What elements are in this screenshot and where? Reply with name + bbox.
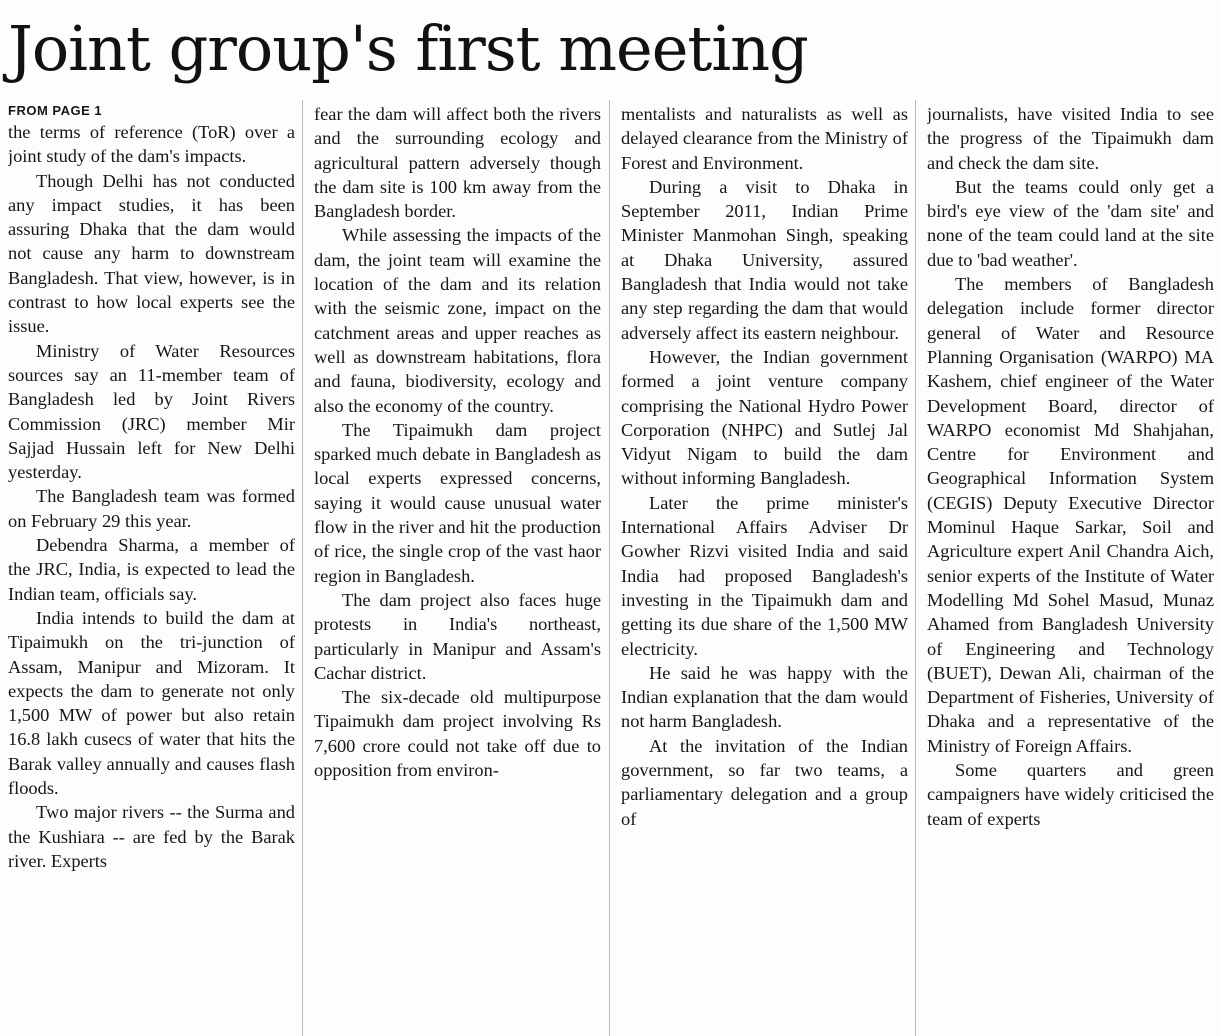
paragraph: But the teams could only get a bird's eye view of the 'dam site' and none of the team could land at the site due to 'bad weather'. [927, 176, 1214, 270]
article-column-2 [314, 102, 601, 1036]
paragraph: The Tipaimukh dam project sparked much debate in Bangladesh as local experts expressed concerns, saying it would cause unusual water flow in the river and hit the production of rice, the single crop of the vast haor region in Bangladesh. [314, 419, 601, 586]
article-column-4 [927, 102, 1214, 1036]
paragraph: He said he was happy with the Indian explanation that the dam would not harm Bangladesh. [621, 662, 908, 732]
paragraph: Ministry of Water Resources sources say an 11-member team of Bangladesh led by Joint Rivers Commission (JRC) member Mir Sajjad Hussain left for New Delhi yesterday. [8, 340, 295, 483]
paragraph: The dam project also faces huge protests in India's northeast, particularly in Manipur and Assam's Cachar district. [314, 589, 601, 683]
paragraph: Though Delhi has not conducted any impact studies, it has been assuring Dhaka that the dam would not cause any harm to downstream Bangladesh. That view, however, is in contrast to how local experts see the issue. [8, 170, 295, 337]
paragraph: The Bangladesh team was formed on February 29 this year. [8, 486, 295, 531]
paragraph: mentalists and naturalists as well as delayed clearance from the Ministry of Forest and Environment. [621, 104, 908, 173]
kicker: FROM PAGE 1 [8, 103, 103, 118]
paragraph: The six-decade old multipurpose Tipaimukh dam project involving Rs 7,600 crore could not take off due to opposition from environ- [314, 687, 601, 781]
paragraph: The members of Bangladesh delegation include former director general of Water and Resource Planning Organisation (WARPO) MA Kashem, chief engineer of the Water Development Board, director of WARPO economist Md Shahjahan, Centre for Environment and Geographical Information System (CEGIS) Deputy Executive Director Mominul Haque Sarkar, Soil and Agriculture expert Anil Chandra Aich, senior experts of the Institute of Water Modelling Md Sohel Masud, Munaz Ahamed from Bangladesh University of Engineering and Technology (BUET), Dewan Ali, chairman of the Department of Fisheries, University of Dhaka and a representative of the Ministry of Foreign Affairs. [927, 274, 1214, 756]
paragraph: Two major rivers -- the Surma and the Kushiara -- are fed by the Barak river. Experts [8, 802, 295, 871]
paragraph: Later the prime minister's International Affairs Adviser Dr Gowher Rizvi visited India and said India had proposed Bangladesh's investing in the Tipaimukh dam and getting its due share of the 1,500 MW electricity. [621, 492, 908, 659]
paragraph: Some quarters and green campaigners have widely criticised the team of experts [927, 760, 1214, 829]
paragraph: While assessing the impacts of the dam, the joint team will examine the location of the dam and its relation with the seismic zone, impact on the catchment areas and upper reaches as well as downstream habitations, flora and fauna, biodiversity, ecology and also the economy of the country. [314, 225, 601, 416]
paragraph: At the invitation of the Indian government, so far two teams, a parliamentary delegation and a group of [621, 735, 908, 829]
column-rule [609, 100, 610, 1036]
paragraph: the terms of reference (ToR) over a joint study of the dam's impacts. [8, 122, 295, 167]
paragraph: However, the Indian government formed a joint venture company comprising the National Hydro Power Corporation (NHPC) and Sutlej Jal Vidyut Nigam to build the dam without informing Bangladesh. [621, 346, 908, 489]
headline: Joint group's first meeting [8, 12, 808, 85]
column-rule [302, 100, 303, 1036]
paragraph: fear the dam will affect both the rivers and the surrounding ecology and agricultural pattern adversely though the dam site is 100 km away from the Bangladesh border. [314, 104, 601, 222]
paragraph: journalists, have visited India to see the progress of the Tipaimukh dam and check the dam site. [927, 104, 1214, 173]
paragraph: India intends to build the dam at Tipaimukh on the tri-junction of Assam, Manipur and Mizoram. It expects the dam to generate not only 1,500 MW of power but also retain 16.8 lakh cusecs of water that hits the Barak valley annually and causes flash floods. [8, 607, 295, 799]
article-column-3 [621, 102, 908, 1036]
article-column-1 [8, 102, 295, 1036]
paragraph: Debendra Sharma, a member of the JRC, India, is expected to lead the Indian team, officials say. [8, 535, 295, 604]
column-rule [915, 100, 916, 1036]
paragraph: During a visit to Dhaka in September 2011, Indian Prime Minister Manmohan Singh, speaking at Dhaka University, assured Bangladesh that India would not take any step regarding the dam that would adversely affect its eastern neighbour. [621, 176, 908, 343]
